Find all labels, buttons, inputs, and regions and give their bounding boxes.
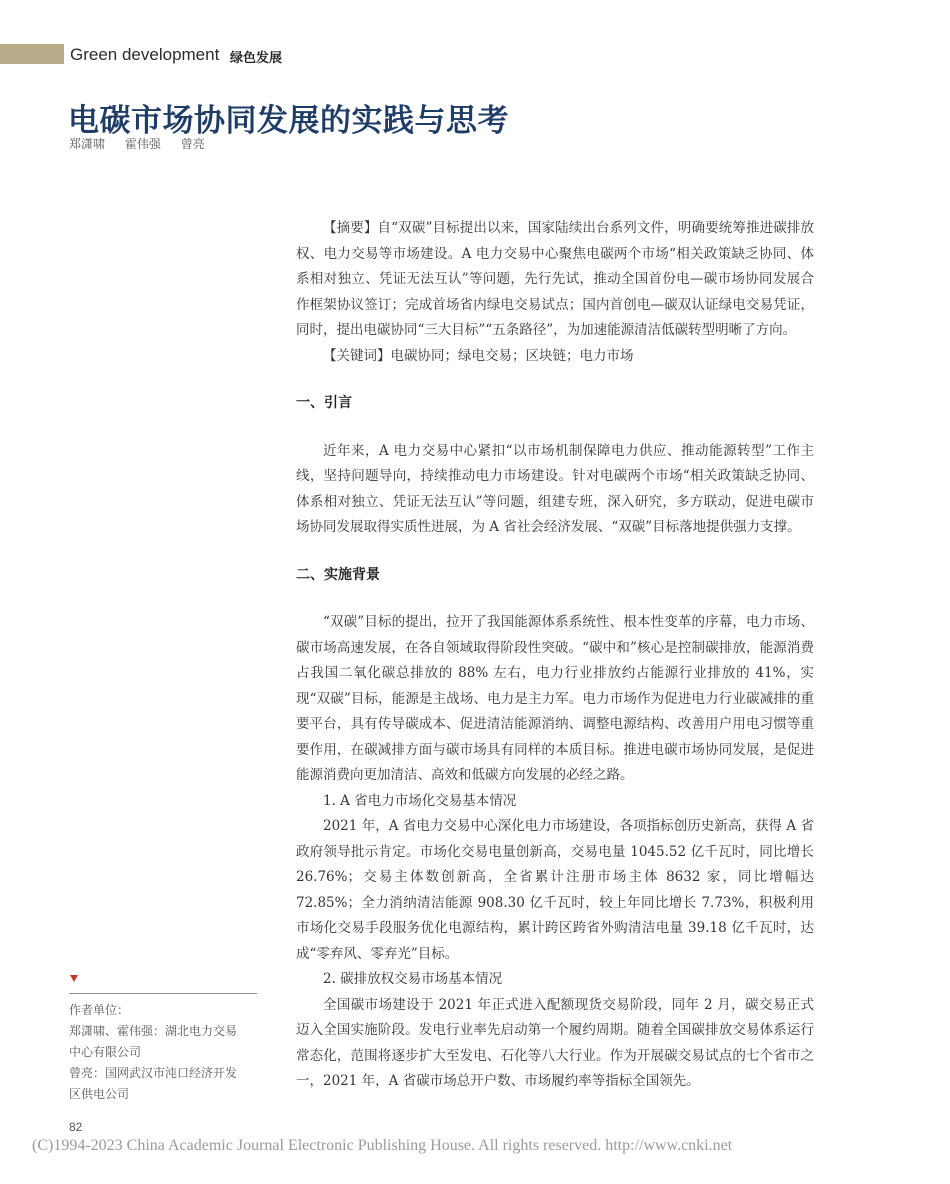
affiliation-label: 作者单位： [69, 1003, 130, 1017]
triangle-marker-icon [70, 975, 78, 982]
intro-paragraph: 近年来，A 电力交易中心紧扣“以市场机制保障电力供应、推动能源转型”工作主线，坚持问题导向，持续推动电力市场建设。针对电碳两个市场“相关政策缺乏协同、体系相对独立、凭证无法互认”等问题，组建专班，深入研究，多方联动，促进电碳市场协同发展取得实质性进展，为 A 省社会经济发展、“双碳”目标落地提供强力支撑。 [296, 442, 814, 535]
page-number: 82 [69, 1120, 83, 1134]
section-label-cn: 绿色发展 [230, 51, 283, 66]
author-name: 郑潇啸 [69, 137, 106, 151]
affiliation-line: 郑潇啸、霍伟强：湖北电力交易 [69, 1024, 238, 1038]
affiliation-line: 中心有限公司 [69, 1045, 142, 1059]
author-name: 曾亮 [180, 137, 205, 151]
subsection-title-carbon-market: 2. 碳排放权交易市场基本情况 [323, 971, 503, 987]
author-list [69, 135, 221, 152]
abstract: 【摘要】自“双碳”目标提出以来，国家陆续出台系列文件，明确要统筹推进碳排放权、电力交易等市场建设。A 电力交易中心聚焦电碳两个市场“相关政策缺乏协同、体系相对独立、凭证无法互认”等问题，先行先试，推动全国首份电—碳市场协同发展合作框架协议签订；完成首场省内绿电交易试点；国内首创电—碳双认证绿电交易凭证，同时，提出电碳协同“三大目标”“五条路径”，为加速能源清洁低碳转型明晰了方向。 [296, 220, 814, 338]
author-name: 霍伟强 [124, 137, 161, 151]
power-market-paragraph: 2021 年，A 省电力交易中心深化电力市场建设，各项指标创历史新高，获得 A 省政府领导批示肯定。市场化交易电量创新高，交易电量 1045.52 亿千瓦时，同比增长 26.76%；交易主体数创新高，全省累计注册市场主体 8632 家，同比增幅达 72.85%；全力消纳清洁能源 908.30 亿千瓦时，较上年同比增长 7.73%，积极利用市场化交易手段服务优化电源结构，累计跨区跨省外购清洁电量 39.18 亿千瓦时，达成“零弃风、零弃光”目标。 [296, 818, 814, 962]
section-heading-background: 二、实施背景 [296, 566, 380, 583]
article-body [296, 216, 814, 1095]
article-title: 电碳市场协同发展的实践与思考 [68, 103, 509, 139]
affiliation-line: 曾亮：国网武汉市沌口经济开发 [69, 1066, 238, 1080]
affiliation-divider [69, 993, 257, 994]
keywords: 【关键词】电碳协同；绿电交易；区块链；电力市场 [323, 347, 634, 364]
section-heading-intro: 一、引言 [296, 395, 352, 411]
copyright-notice: (C)1994-2023 China Academic Journal Electronic Publishing House. All rights reserved. http://www.cnki.net [32, 1137, 733, 1154]
author-affiliation [69, 1000, 269, 1105]
section-label-en: Green development [70, 45, 220, 64]
affiliation-line: 区供电公司 [69, 1087, 130, 1101]
background-paragraph: “双碳”目标的提出，拉开了我国能源体系系统性、根本性变革的序幕，电力市场、碳市场高速发展，在各自领域取得阶段性突破。“碳中和”核心是控制碳排放，能源消费占我国二氧化碳总排放的 88% 左右，电力行业排放约占能源行业排放的 41%，实现“双碳”目标，能源是主战场、电力是主力军。电力市场作为促进电力行业碳减排的重要平台，具有传导碳成本、促进清洁能源消纳、调整电源结构、改善用户用电习惯等重要作用，在碳减排方面与碳市场具有同样的本质目标。推进电碳市场协同发展，是促进能源消费向更加清洁、高效和低碳方向发展的必经之路。 [296, 614, 814, 783]
carbon-market-paragraph: 全国碳市场建设于 2021 年正式进入配额现货交易阶段，同年 2 月，碳交易正式迈入全国实施阶段。发电行业率先启动第一个履约周期。随着全国碳排放交易体系运行常态化，范围将逐步扩大至发电、石化等八大行业。作为开展碳交易试点的七个省市之一，2021 年，A 省碳市场总开户数、市场履约率等指标全国领先。 [296, 996, 814, 1089]
section-color-bar [0, 44, 64, 64]
subsection-title-power-market: 1. A 省电力市场化交易基本情况 [323, 792, 517, 809]
